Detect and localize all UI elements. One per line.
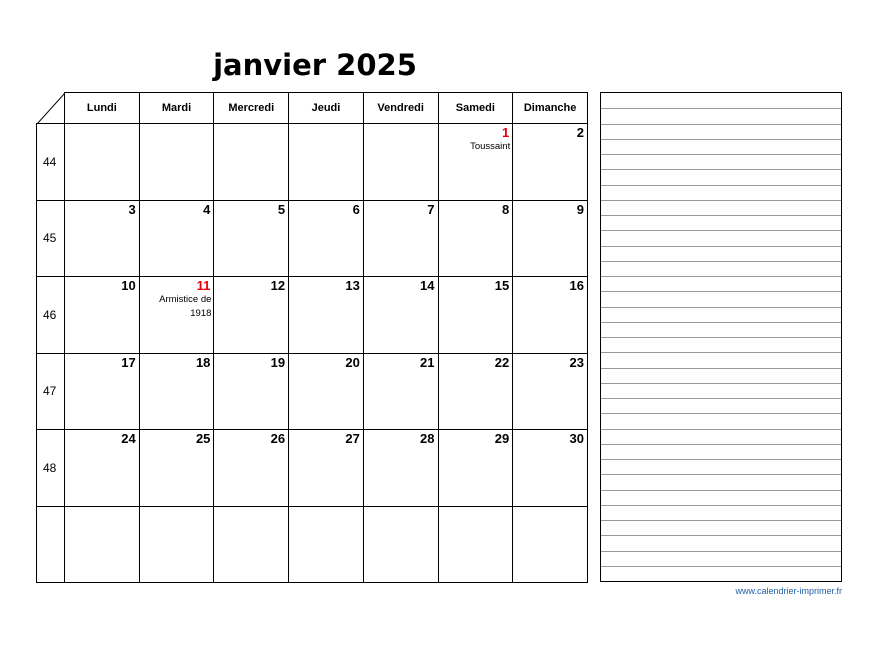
- day-cell: [65, 277, 140, 354]
- day-number: 9: [576, 201, 584, 217]
- note-line: [601, 566, 841, 567]
- day-cell: [438, 277, 513, 354]
- note-line: [601, 505, 841, 506]
- day-cell: [65, 124, 140, 201]
- day-number: 13: [345, 278, 360, 293]
- corner-diagonal: [37, 93, 65, 124]
- holiday-name: Toussaint: [470, 141, 511, 152]
- day-cell: [214, 506, 289, 583]
- note-line: [601, 139, 841, 140]
- day-number: 29: [494, 431, 510, 446]
- day-cell: [139, 124, 214, 201]
- note-line: [601, 551, 841, 552]
- note-line: [601, 108, 841, 109]
- day-cell: [289, 353, 364, 430]
- note-line: [601, 291, 841, 292]
- weekday-header: Lundi: [65, 93, 140, 124]
- weekday-header-row: [37, 93, 588, 124]
- week-number: 44: [37, 124, 65, 201]
- day-number: 5: [277, 201, 286, 217]
- note-line: [601, 185, 841, 186]
- day-cell: [214, 277, 289, 354]
- week-number: [37, 506, 65, 583]
- note-line: [601, 444, 841, 445]
- note-line: [601, 535, 841, 536]
- day-number: 14: [420, 278, 435, 293]
- note-line: [601, 413, 841, 414]
- day-number: 30: [569, 431, 584, 446]
- day-cell: [513, 506, 588, 583]
- day-cell: [513, 124, 588, 201]
- week-row: [37, 353, 588, 430]
- day-cell: [438, 430, 513, 507]
- day-number: 24: [121, 431, 136, 446]
- day-cell: [139, 353, 214, 430]
- calendar-body: [37, 124, 588, 583]
- note-line: [601, 246, 841, 247]
- day-number: 20: [345, 354, 360, 370]
- holiday-day-number: 1: [501, 125, 510, 140]
- day-number: 16: [569, 278, 584, 293]
- day-number: 2: [576, 125, 584, 140]
- day-cell: [65, 430, 140, 507]
- day-number: 18: [195, 354, 211, 370]
- day-cell: [289, 124, 364, 201]
- note-line: [601, 215, 841, 216]
- day-cell: [363, 124, 438, 201]
- weekday-header: Dimanche: [513, 93, 588, 124]
- day-number: 23: [569, 354, 584, 370]
- note-line: [601, 368, 841, 369]
- day-number: 19: [270, 354, 286, 370]
- note-line: [601, 490, 841, 491]
- day-cell: [65, 353, 140, 430]
- week-number: 48: [37, 430, 65, 507]
- day-cell: [65, 506, 140, 583]
- calendar-grid: [36, 92, 588, 583]
- day-cell: [139, 506, 214, 583]
- weekday-header: Mardi: [139, 93, 214, 124]
- day-cell: [513, 353, 588, 430]
- day-cell: [139, 430, 214, 507]
- day-cell: [363, 506, 438, 583]
- day-cell: [214, 353, 289, 430]
- day-number: 7: [427, 201, 435, 217]
- corner-cell: [37, 93, 65, 124]
- note-line: [601, 307, 841, 308]
- note-line: [601, 474, 841, 475]
- day-number: 17: [121, 354, 136, 370]
- weekday-header: Vendredi: [363, 93, 438, 124]
- note-line: [601, 398, 841, 399]
- day-number: 26: [270, 431, 286, 446]
- holiday-day-number: 11: [196, 278, 211, 293]
- week-row: [37, 430, 588, 507]
- week-row: [37, 506, 588, 583]
- day-cell: [363, 353, 438, 430]
- day-number: 12: [270, 278, 286, 293]
- note-line: [601, 169, 841, 170]
- day-cell: [65, 200, 140, 277]
- week-row: [37, 277, 588, 354]
- week-row: [37, 124, 588, 201]
- day-cell: [438, 200, 513, 277]
- weekday-header: Samedi: [438, 93, 513, 124]
- day-cell: [289, 430, 364, 507]
- day-number: 4: [203, 201, 211, 217]
- note-line: [601, 459, 841, 460]
- day-cell: [289, 506, 364, 583]
- day-cell: [513, 430, 588, 507]
- day-cell: [289, 200, 364, 277]
- note-line: [601, 230, 841, 231]
- day-cell: [363, 200, 438, 277]
- day-number: 10: [121, 278, 136, 293]
- day-cell: [513, 200, 588, 277]
- day-cell: [438, 506, 513, 583]
- note-line: [601, 322, 841, 323]
- week-row: [37, 200, 588, 277]
- day-cell: [214, 124, 289, 201]
- note-line: [601, 154, 841, 155]
- day-number: 27: [345, 431, 360, 446]
- note-line: [601, 124, 841, 125]
- note-line: [601, 276, 841, 277]
- note-line: [601, 200, 841, 201]
- page-title: janvier 2025: [213, 48, 417, 82]
- week-number: 47: [37, 353, 65, 430]
- day-cell: [289, 277, 364, 354]
- notes-panel: [600, 92, 842, 582]
- week-number: 45: [37, 200, 65, 277]
- day-cell: [139, 277, 214, 354]
- weekday-header: Mercredi: [214, 93, 289, 124]
- note-line: [601, 261, 841, 262]
- footer-website[interactable]: www.calendrier-imprimer.fr: [735, 586, 842, 596]
- day-number: 21: [420, 354, 435, 370]
- day-cell: [363, 430, 438, 507]
- note-line: [601, 429, 841, 430]
- day-number: 25: [195, 431, 211, 446]
- day-number: 8: [501, 201, 510, 217]
- holiday-name: Armistice de 1918: [159, 294, 212, 319]
- day-cell: [438, 124, 513, 201]
- note-line: [601, 352, 841, 353]
- day-cell: [438, 353, 513, 430]
- note-line: [601, 337, 841, 338]
- day-cell: [363, 277, 438, 354]
- day-cell: [214, 200, 289, 277]
- day-number: 6: [352, 201, 360, 217]
- day-number: 22: [494, 354, 510, 370]
- note-line: [601, 520, 841, 521]
- day-cell: [214, 430, 289, 507]
- day-cell: [139, 200, 214, 277]
- weekday-header: Jeudi: [289, 93, 364, 124]
- note-line: [601, 383, 841, 384]
- day-cell: [513, 277, 588, 354]
- day-number: 28: [420, 431, 435, 446]
- day-number: 15: [494, 278, 510, 293]
- week-number: 46: [37, 277, 65, 354]
- day-number: 3: [128, 201, 136, 217]
